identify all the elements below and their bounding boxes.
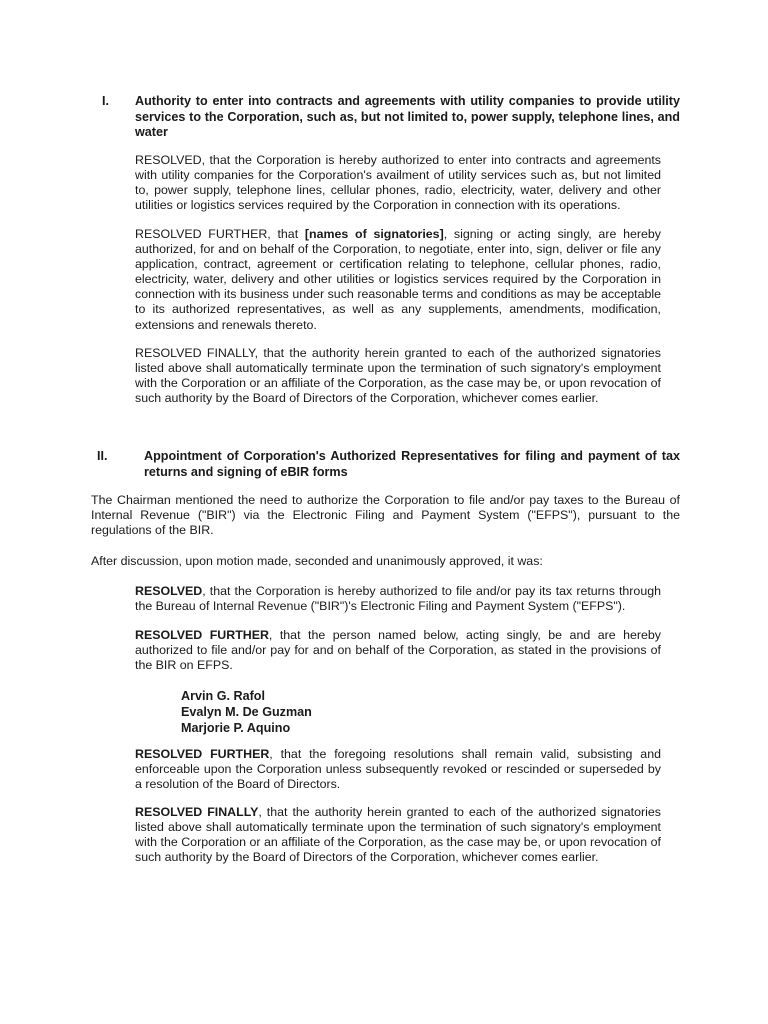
section-2-resolved-further-2	[135, 747, 661, 792]
section-2-resolved-label: RESOLVED	[135, 584, 203, 598]
section-2-resolved-further-1	[135, 628, 661, 673]
section-1-number: I.	[102, 94, 109, 108]
section-1-heading	[102, 94, 680, 142]
section-2-rf2-label: RESOLVED FURTHER	[135, 747, 270, 761]
authorized-names-list	[181, 688, 312, 736]
section-1-rf-body: , signing or acting singly, are hereby authorized, for and on behalf of the Corporation, to negotiate, enter into, sign, deliver or file any application, contract, agreement or certification relating to telephone, cellular phones, radio, electricity, water, delivery and other utilities or logistics services required by the Corporation in connection with its business under such reasonable terms and conditions as may be acceptable to its authorized representatives, as well as any supplements, amendments, modification, extensions and renewals thereto.	[135, 227, 661, 332]
section-1-resolved: RESOLVED, that the Corporation is hereby authorized to enter into contracts and agreements with utility companies for the Corporation's availment of utility services such as, but not limited to, power supply, telephone lines, cellular phones, radio, electricity, water, delivery and other utilities or logistics services required by the Corporation in connection with its operations.	[135, 153, 661, 213]
section-2-rf1-label: RESOLVED FURTHER	[135, 628, 269, 642]
authorized-name: Marjorie P. Aquino	[181, 721, 291, 735]
section-1-rf-signatories: [names of signatories]	[304, 227, 444, 241]
section-2-rf2-text: , that the foregoing resolutions shall remain valid, subsisting and enforceable upon the Corporation unless subsequently revoked or rescinded or superseded by a resolution of the Board of Directors.	[135, 747, 661, 792]
section-2-resolved-text: , that the Corporation is hereby authorized to file and/or pay its tax returns through the Bureau of Internal Revenue ("BIR")'s Electronic Filing and Payment System ("EFPS").	[135, 584, 661, 614]
section-1-resolved-finally: RESOLVED FINALLY, that the authority herein granted to each of the authorized signatories listed above shall automatically terminate upon the termination of such signatory's employment with the Corporation or an affiliate of the Corporation, as the case may be, or upon revocation of such authority by the Board of Directors of the Corporation, whichever comes earlier.	[135, 346, 661, 406]
authorized-name: Evalyn M. De Guzman	[181, 705, 312, 719]
section-2-rfin-label: RESOLVED FINALLY	[135, 805, 259, 819]
section-2-resolved	[135, 584, 661, 614]
section-1-resolved-further	[135, 227, 661, 333]
section-2-rf1-text: , that the person named below, acting singly, be and are hereby authorized to file and/or pay for and on behalf of the Corporation, as stated in the provisions of the BIR on EFPS.	[135, 628, 661, 673]
section-2-heading	[97, 449, 680, 481]
section-1-rf-lead: RESOLVED FURTHER, that	[135, 227, 305, 241]
section-2-rfin-text: , that the authority herein granted to each of the authorized signatories listed above shall automatically terminate upon the termination of such signatory's employment with the Corporation or an affiliate of the Corporation, as the case may be, or upon revocation of such authority by the Board of Directors of the Corporation, whichever comes earlier.	[135, 805, 661, 865]
section-1-title: Authority to enter into contracts and agreements with utility companies to provide utility services to the Corporation, such as, but not limited to, power supply, telephone lines, and water	[135, 94, 680, 139]
section-2-title: Appointment of Corporation's Authorized Representatives for filing and payment of tax returns and signing of eBIR forms	[144, 449, 680, 479]
section-2-discussion: After discussion, upon motion made, seconded and unanimously approved, it was:	[91, 554, 543, 568]
authorized-name: Arvin G. Rafol	[181, 689, 265, 703]
section-2-intro: The Chairman mentioned the need to authorize the Corporation to file and/or pay taxes to the Bureau of Internal Revenue ("BIR") via the Electronic Filing and Payment System ("EFPS"), pursuant to the regulations of the BIR.	[91, 493, 680, 538]
section-2-resolved-finally	[135, 805, 661, 865]
section-2-number: II.	[97, 449, 108, 463]
